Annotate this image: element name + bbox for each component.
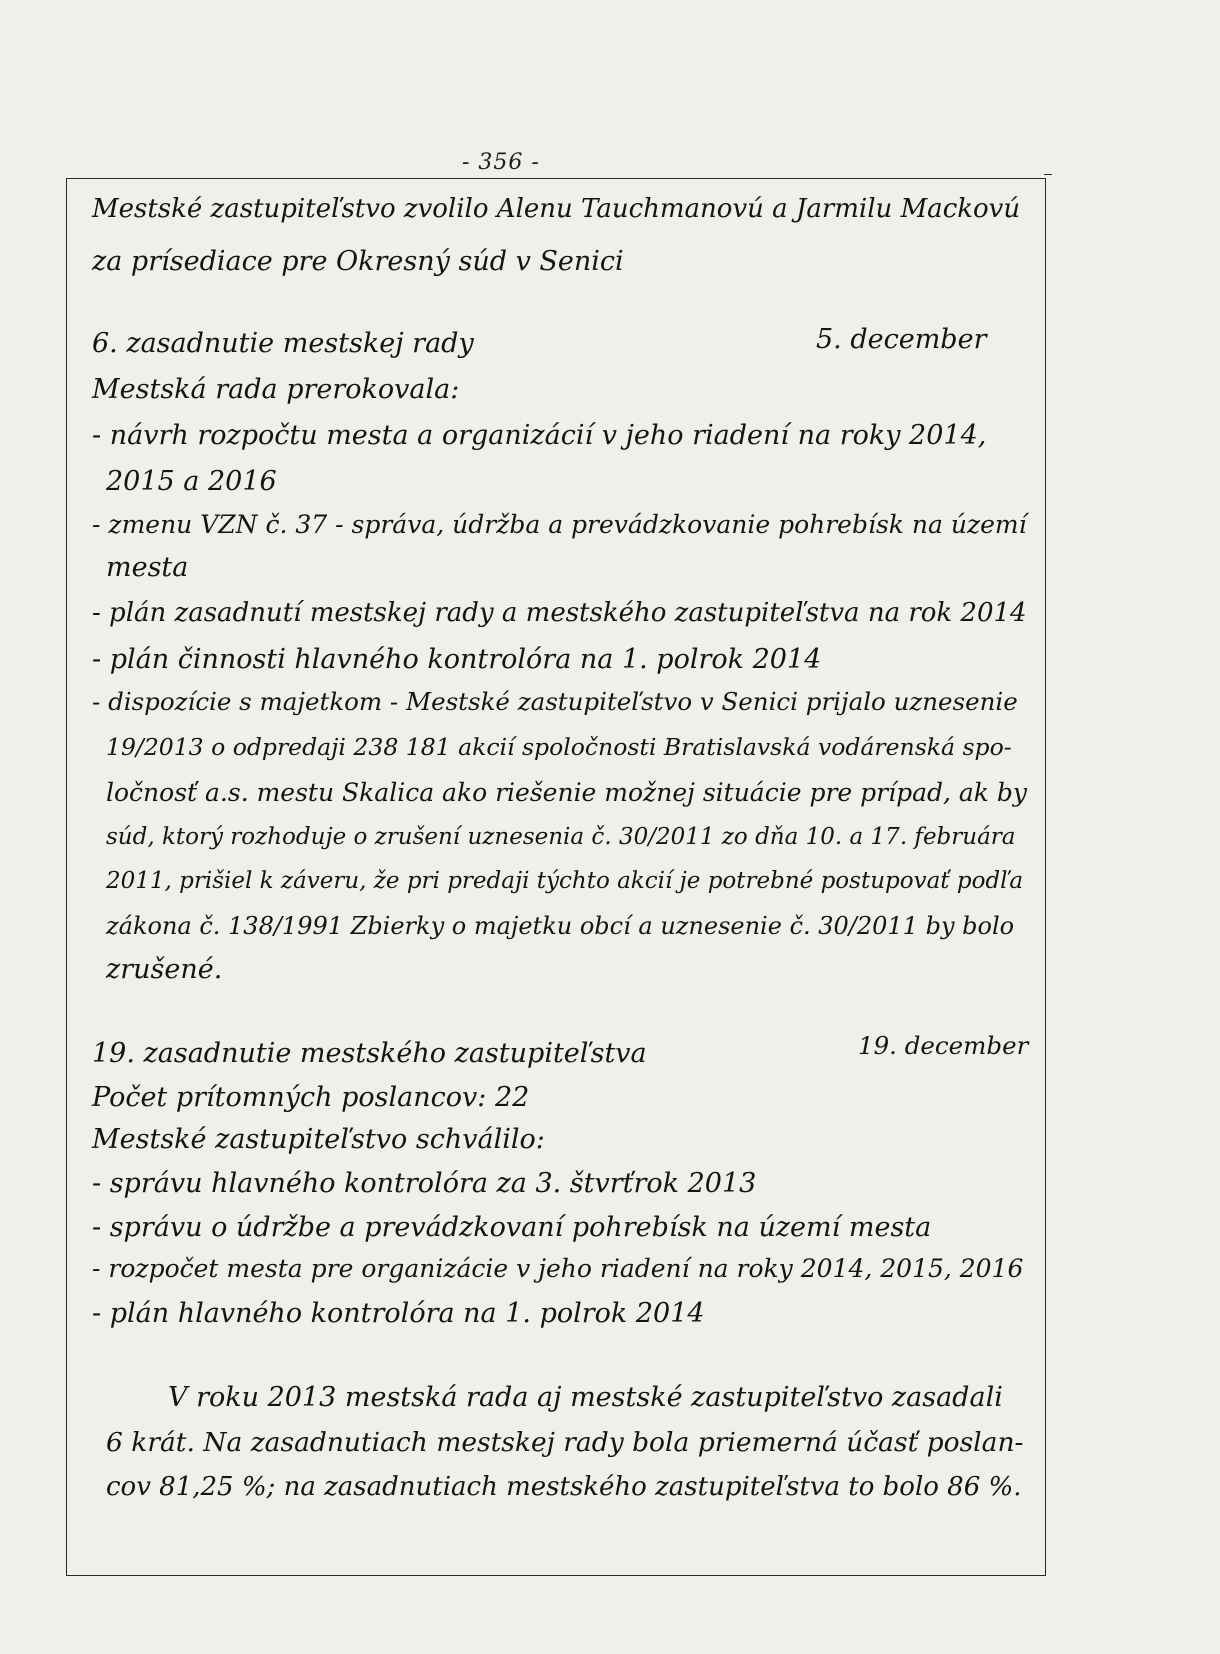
text-line: cov 81,25 %; na zasadnutiach mestského zastupiteľstva to bolo 86 %. bbox=[106, 1472, 1022, 1502]
text-line: Mestské zastupiteľstvo zvolilo Alenu Tauchmanovú a Jarmilu Mackovú bbox=[92, 194, 1021, 224]
text-line: mesta bbox=[106, 552, 189, 583]
page-number: - 356 - bbox=[462, 150, 540, 175]
text-line: - zmenu VZN č. 37 - správa, údržba a prevádzkovanie pohrebísk na území bbox=[92, 510, 1027, 539]
meeting-date: 19. december bbox=[858, 1031, 1029, 1060]
text-line: 6 krát. Na zasadnutiach mestskej rady bola priemerná účasť poslan- bbox=[106, 1427, 1024, 1458]
frame-tail bbox=[1044, 174, 1052, 175]
text-line: Mestská rada prerokovala: bbox=[92, 374, 460, 405]
text-line: zrušené. bbox=[106, 954, 223, 985]
text-line: - návrh rozpočtu mesta a organizácií v jeho riadení na roky 2014, bbox=[92, 420, 987, 451]
meeting-title: 19. zasadnutie mestského zastupiteľstva bbox=[92, 1038, 647, 1069]
text-line: V roku 2013 mestská rada aj mestské zastupiteľstvo zasadali bbox=[168, 1382, 1003, 1413]
text-line: - plán zasadnutí mestskej rady a mestského zastupiteľstva na rok 2014 bbox=[92, 598, 1027, 628]
text-line: Počet prítomných poslancov: 22 bbox=[92, 1082, 530, 1113]
text-line: 19/2013 o odpredaji 238 181 akcií spoločnosti Bratislavská vodárenská spo- bbox=[106, 733, 1012, 761]
text-line: - rozpočet mesta pre organizácie v jeho riadení na roky 2014, 2015, 2016 bbox=[92, 1254, 1024, 1283]
text-line: - dispozície s majetkom - Mestské zastupiteľstvo v Senici prijalo uznesenie bbox=[92, 687, 1018, 716]
text-line: ločnosť a.s. mestu Skalica ako riešenie možnej situácie pre prípad, ak by bbox=[106, 778, 1028, 807]
meeting-date: 5. december bbox=[816, 324, 987, 355]
meeting-title: 6. zasadnutie mestskej rady bbox=[92, 328, 474, 359]
text-line: - plán činnosti hlavného kontrolóra na 1. polrok 2014 bbox=[92, 644, 822, 675]
text-line: Mestské zastupiteľstvo schválilo: bbox=[92, 1124, 545, 1155]
text-line: 2015 a 2016 bbox=[106, 466, 277, 497]
text-line: súd, ktorý rozhoduje o zrušení uznesenia č. 30/2011 zo dňa 10. a 17. februára bbox=[106, 824, 1016, 850]
text-line: - správu hlavného kontrolóra za 3. štvrťrok 2013 bbox=[92, 1168, 757, 1199]
text-line: 2011, prišiel k záveru, že pri predaji týchto akcií je potrebné postupovať podľa bbox=[106, 868, 1024, 894]
text-line: - správu o údržbe a prevádzkovaní pohrebísk na území mesta bbox=[92, 1212, 932, 1243]
text-line: za prísediace pre Okresný súd v Senici bbox=[92, 246, 624, 277]
text-line: - plán hlavného kontrolóra na 1. polrok 2014 bbox=[92, 1298, 705, 1329]
text-line: zákona č. 138/1991 Zbierky o majetku obcí a uznesenie č. 30/2011 by bolo bbox=[106, 912, 1015, 940]
